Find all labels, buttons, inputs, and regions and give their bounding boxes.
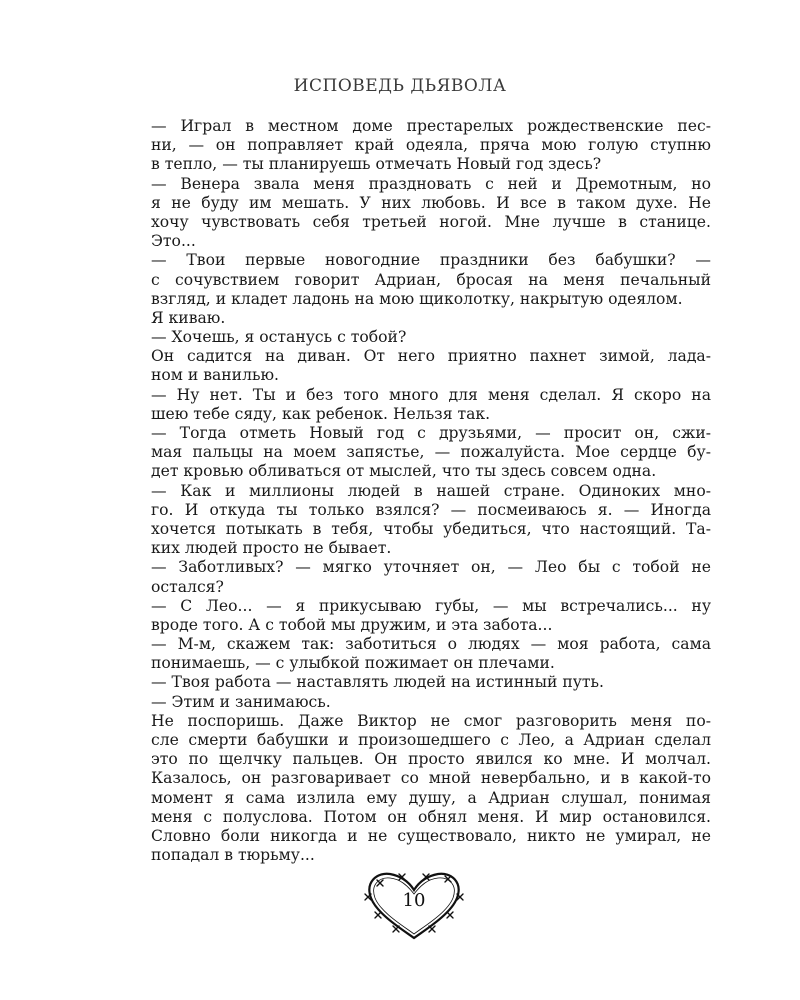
page-number: 10 <box>402 890 426 911</box>
text-line: сле смерти бабушки и произошедшего с Лео, а Адриан сделал <box>151 731 711 749</box>
page-number-ornament <box>363 868 465 942</box>
text-line: — Твои первые новогодние праздники без бабушки? — <box>151 251 711 270</box>
text-line: — Тогда отметь Новый год с друзьями, — просит он, сжи- <box>151 424 711 442</box>
text-line: — М-м, скажем так: заботиться о людях — моя работа, сама <box>151 635 711 654</box>
paragraph <box>151 635 711 673</box>
body-text <box>151 117 711 865</box>
text-line: остался? <box>151 577 224 596</box>
text-line: — Как и миллионы людей в нашей стране. Одиноких мно- <box>151 481 711 500</box>
text-line: — Венера звала меня праздновать с ней и Дремотным, но <box>151 174 711 193</box>
paragraph <box>151 693 711 712</box>
text-line: попадал в тюрьму... <box>151 846 315 865</box>
text-line: го. И откуда ты только взялся? — посмеиваюсь я. — Иногда <box>151 500 711 519</box>
text-line: вроде того. А с тобой мы дружим, и эта забота... <box>151 615 553 634</box>
paragraph <box>151 386 711 424</box>
text-line: Он садится на диван. От него приятно пахнет зимой, лада- <box>151 347 711 366</box>
text-line: — Твоя работа — наставлять людей на истинный путь. <box>151 673 604 692</box>
text-line: — Заботливых? — мягко уточняет он, — Лео бы с тобой не <box>151 558 711 577</box>
text-line: момент я сама излила ему душу, а Адриан слушал, понимая <box>151 788 711 807</box>
text-line: в тепло, — ты планируешь отмечать Новый год здесь? <box>151 155 602 174</box>
paragraph <box>151 175 711 252</box>
text-line: ном и ванилью. <box>151 366 280 385</box>
paragraph <box>151 482 711 559</box>
text-line: это по щелчку пальцев. Он просто явился ко мне. И молчал. <box>151 750 711 769</box>
text-line: — Играл в местном доме престарелых рождественские пес- <box>151 117 711 135</box>
text-line: — Ну нет. Ты и без того много для меня сделал. Я скоро на <box>151 385 711 404</box>
text-line: Я киваю. <box>151 308 226 327</box>
text-line: — Хочешь, я останусь с тобой? <box>151 328 407 347</box>
text-line: я не буду им мешать. У них любовь. И все в таком духе. Не <box>151 193 711 212</box>
running-head: ИСПОВЕДЬ ДЬЯВОЛА <box>293 76 507 96</box>
text-line: — С Лео... — я прикусываю губы, — мы встречались... ну <box>151 596 711 615</box>
paragraph <box>151 251 711 309</box>
paragraph <box>151 424 711 482</box>
text-line: с сочувствием говорит Адриан, бросая на меня печальный <box>151 270 711 289</box>
text-line: понимаешь, — с улыбкой пожимает он плечами. <box>151 654 555 673</box>
text-line: дет кровью обливаться от мыслей, что ты здесь совсем одна. <box>151 462 657 481</box>
text-line: Это... <box>151 232 196 251</box>
paragraph <box>151 712 711 866</box>
paragraph <box>151 558 711 596</box>
paragraph <box>151 117 711 175</box>
text-line: — Этим и занимаюсь. <box>151 692 331 711</box>
text-line: шею тебе сяду, как ребенок. Нельзя так. <box>151 404 491 423</box>
text-line: Словно боли никогда и не существовало, никто не умирал, не <box>151 826 711 845</box>
paragraph <box>151 673 711 692</box>
text-line: Не поспоришь. Даже Виктор не смог разговорить меня по- <box>151 711 711 730</box>
paragraph <box>151 347 711 385</box>
paragraph <box>151 597 711 635</box>
text-line: мая пальцы на моем запястье, — пожалуйста. Мое сердце бу- <box>151 443 711 462</box>
paragraph <box>151 309 711 328</box>
text-line: хочется потыкать в тебя, чтобы убедиться, что настоящий. Та- <box>151 519 711 538</box>
text-line: меня с полуслова. Потом он обнял меня. И мир остановился. <box>151 807 711 826</box>
text-line: Казалось, он разговаривает со мной невербально, и в какой-то <box>151 769 711 788</box>
paragraph <box>151 328 711 347</box>
text-line: ких людей просто не бывает. <box>151 539 392 558</box>
text-line: ни, — он поправляет край одеяла, пряча мою голую ступню <box>151 136 711 155</box>
text-line: взгляд, и кладет ладонь на мою щиколотку, накрытую одеялом. <box>151 289 683 308</box>
text-line: хочу чувствовать себя третьей ногой. Мне лучше в станице. <box>151 212 711 231</box>
